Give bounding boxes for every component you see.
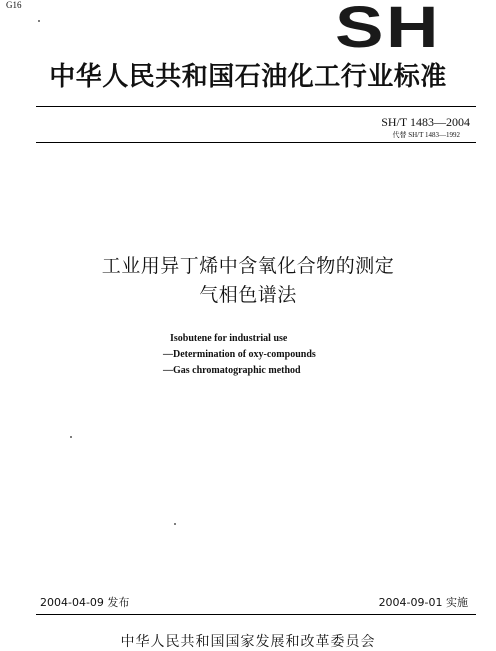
effective-date: 2004-09-01 实施 <box>378 596 468 609</box>
english-title-line2: —Determination of oxy-compounds <box>163 349 316 360</box>
english-title-line1: Isobutene for industrial use <box>170 333 288 344</box>
issue-date: 2004-04-09 发布 <box>40 596 130 609</box>
document-title-line1: 工业用异丁烯中含氧化合物的测定 <box>101 255 395 277</box>
footer-divider <box>36 614 476 615</box>
standard-number-divider <box>36 142 476 143</box>
scan-speck <box>174 523 176 525</box>
header-divider <box>36 106 476 107</box>
sh-logo <box>334 4 442 48</box>
replaces-standard: 代替 SH/T 1483—1992 <box>392 131 460 139</box>
english-title-line3: —Gas chromatographic method <box>163 365 301 376</box>
standard-number: SH/T 1483—2004 <box>381 115 470 129</box>
standard-category-title: 中华人民共和国石油化工行业标准 <box>49 62 447 92</box>
scan-speck <box>38 20 40 22</box>
issuing-authority: 中华人民共和国国家发展和改革委员会 <box>120 634 376 650</box>
sh-logo-text: SH <box>335 4 441 48</box>
document-title-line2: 气相色谱法 <box>199 284 297 306</box>
scan-speck <box>70 436 72 438</box>
classification-code: G16 <box>6 0 22 10</box>
